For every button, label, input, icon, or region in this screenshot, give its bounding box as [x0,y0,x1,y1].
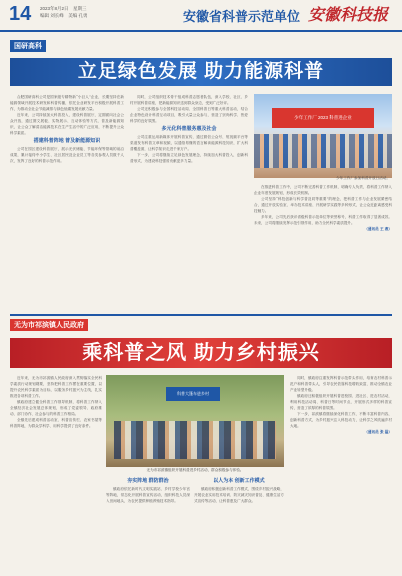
paragraph: 公司注重运用新媒体开展科普宣传，通过微信公众号、短视频平台等渠道发布科普文章和视频，以通俗易懂的语言解读能源科技知识，扩大科普覆盖面，让科学知识走进千家万户。 [130,135,248,152]
date-line: 2023年8月2日 星期三 [40,6,87,11]
photo-banner: 少年工作厂 2023 科普进企业 [272,108,374,128]
photo-group-people [254,134,392,168]
paragraph: 镇政府还积极组织开展科普进校园、进社区、进农村活动，利用科技活动周、科普日等时间节点，开展形式多样的科普宣传，营造了浓厚的科普氛围。 [290,394,392,411]
editor-line: 编辑 刘长峰 美编 孔勇 [40,13,88,18]
paragraph: 镇政府建立健全科普工作领导机制，将科普工作纳入全镇经济社会发展总体规划，形成了党委领导、政府推动、部门协作、社会参与的科普工作格局。 [10,400,102,417]
paragraph: 在推进科普工作中，公司不断完善科普工作机制，明确专人负责，将科普工作纳入企业年度发展规划，形成长效机制。 [254,185,392,196]
section-title: 安徽省科普示范单位 [183,9,301,24]
paragraph: 下一步，祁滨镇将继续深化科普工作，不断丰富科普内容，创新科普方式，为乡村振兴注入科技动力，让科学之风吹遍乡村大地。 [290,412,392,429]
bottom-story-headline: 乘科普之风 助力乡村振兴 [10,338,392,368]
photo-crowd [114,421,276,459]
paragraph: 多年来，公司先后获评省级科普示范单位等荣誉称号，科普工作取得了显著成效。未来，公司将继续发挥示范引领作用，助力全民科学素质提升。 [254,215,392,226]
top-story-photo-caption: 少年工作厂参加科普开放日活动。 [336,176,390,180]
bottom-story-column-2 [106,476,190,574]
paragraph: 下一步，公司将继续立足绿色发展理念，持续加大科普投入，创新科普形式，为建设科技强省贡献更多力量。 [130,153,248,164]
section-divider [10,314,392,316]
bottom-story-photo-caption: 无为市祁滨镇组织开展科普进乡村活动，群众积极参与体验。 [146,468,244,472]
top-story-column-2 [130,94,248,310]
paragraph: 全镇先后建成科普活动室、科普宣传栏、农家书屋等科普阵地，为群众学科学、用科学提供了良好条件。 [10,418,102,429]
bottom-story-column-3 [194,476,284,574]
top-story-headline: 立足绿色发展 助力能源科普 [10,58,392,86]
top-story-tag: 国研高科 [10,40,46,52]
paragraph: 公司还积极参与全国科技活动周、全国科普日等重大科普活动，结合企业特色设计科普互动项目，吸引大量公众参与，营造了崇尚科学、热爱科学的良好氛围。 [130,107,248,124]
subheading: 夯实阵地 群防群治 [127,478,169,484]
byline: （通讯员 王 燕） [364,227,392,232]
bottom-story-photo [106,375,284,467]
paragraph: 公司在园区建设科普展厅，展示光伏储能、节能环保等领域的前沿成果，累计接待中小学生、社区居民及企业员工等各类参观人员数千人次，发挥了良好的科普示范作用。 [10,147,124,164]
masthead [0,0,402,32]
top-story-column-1 [10,94,124,310]
issue-meta [40,5,88,19]
bottom-story-column-4 [290,375,392,571]
subheading: 多元化科普服务惠及社会 [161,126,217,133]
subheading: 以人为本 创新工作模式 [213,478,265,484]
bottom-story-tag: 无为市祁滨镇人民政府 [10,319,88,331]
byline: （通讯员 张 磊） [364,430,392,435]
photo-sign: 科普大篷车进乡村 [166,387,220,401]
paragraph: 近年来，公司持续加大科普投入，建设科普展厅，定期面向社会公众开放，通过图文展板、实物展示、互动体验等方式，普及新能源知识，让公众了解清洁能源技术在生产生活中的广泛应用，不断提升公众科学素质。 [10,113,124,136]
paragraph: 近年来，无为市祁滨镇人民政府深入贯彻落实全民科学素质行动规划纲要，坚持把科普工作摆在重要位置，以提升农民科学素质为目标，以服务乡村振兴为主线，扎实推进各项科普工作。 [10,376,102,399]
bottom-story-column-1 [10,375,102,571]
page-number: 14 [9,3,32,25]
newspaper-logo: 安徽科技报 [307,5,388,24]
paragraph: 镇政府积极创新科普工作模式，围绕乡村振兴战略，开展农业实用技术培训、防灾减灾知识普及、健康生活方式宣传等活动，让科普惠及广大群众。 [194,487,284,504]
top-story-photo [254,94,392,178]
paragraph: 同时，公司组织技术骨干组成科普志愿者队伍，深入学校、社区、乡村开展科普讲座，把新能源知识送到群众身边，受到广泛好评。 [130,95,248,106]
paragraph: 合肥国研高科公司是国家级专精特新“小巨人”企业，长期坚持在新能源领域开展技术研发和科普传播，依托企业研发平台积极开展科普工作，为推动全社会节能减排与绿色低碳发展贡献力量。 [10,95,124,112]
paragraph: 同时，镇政府注重发挥科普示范带头作用，培育农村科普示范户和科普带头人，引导农民依靠科技增收致富，推动全镇农业产业转型升级。 [290,376,392,393]
paragraph: 镇政府依托新时代文明实践站、乡村学校少年宫等阵地，常态化开展科普宣传活动，组织科技人员深入田间地头，为农民提供种植养殖技术指导。 [106,487,190,504]
paragraph: 公司坚持“科技创新与科学普及同等重要”的理念，把科普工作与企业发展紧密结合，通过开放实验室、举办技术讲座、开展研学实践等多种形式，让公众近距离感受科技魅力。 [254,197,392,214]
subheading: 搭建科普阵地 普及新能源知识 [33,138,101,145]
